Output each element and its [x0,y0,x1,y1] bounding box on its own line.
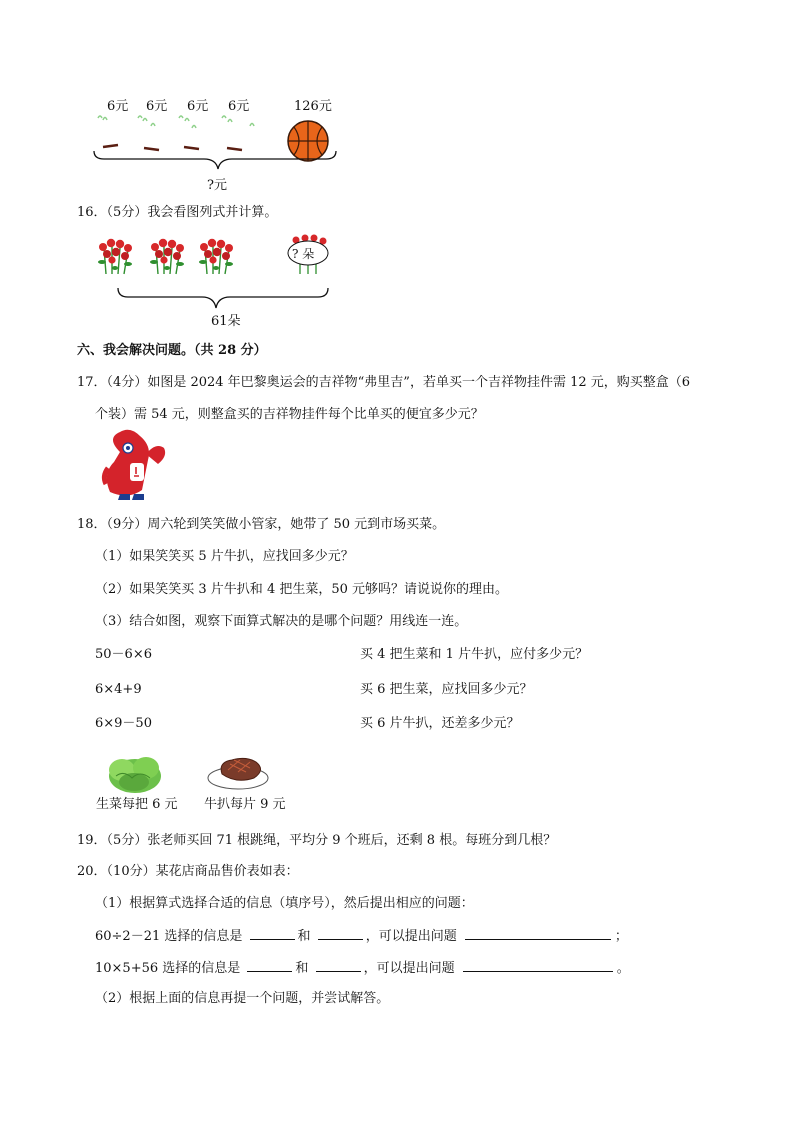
q20-title: 20．（10分）某花店商品售价表如表： [77,864,299,879]
end-text: ； [614,929,628,944]
q17-line2: 个装）需 54 元，则整盒买的吉祥物挂件每个比单买的便宜多少元？ [95,407,484,422]
expr-text: 10×5+56 选择的信息是 [95,961,241,976]
q20-sub1: （1）根据算式选择合适的信息（填序号），然后提出相应的问题： [95,896,474,911]
question-blank[interactable] [465,927,611,940]
match-left-expr[interactable]: 6×4+9 [95,682,142,697]
price-label: 6元 [228,99,250,114]
total-label: ?元 [207,178,227,193]
answer-blank[interactable] [250,927,295,940]
match-left-expr[interactable]: 50－6×6 [95,647,152,662]
answer-blank[interactable] [247,959,292,972]
lettuce-icon [109,757,161,793]
ball-price-label: 126元 [294,99,332,114]
match-right-question[interactable]: 买 6 把生菜，应找回多少元？ [360,682,533,697]
match-right-question[interactable]: 买 4 把生菜和 1 片牛扒，应付多少元？ [360,647,589,662]
q17-line1: 17．（4分）如图是 2024 年巴黎奥运会的吉祥物“弗里吉”，若单买一个吉祥物挂件需 12 元，购买整盒（6 [77,375,691,390]
unknown-bubble-label: ? 朵 [292,247,315,261]
and-text: 和 [295,961,309,976]
end-text: 。 [616,961,630,976]
price-label: 6元 [146,99,168,114]
ask-text: ，可以提出问题 [363,961,455,976]
section-title: 六、我会解决问题。（共 28 分） [77,343,267,358]
price-label: 6元 [187,99,209,114]
lettuce-price-label: 生菜每把 6 元 [96,797,178,812]
q20-line-b [95,959,630,977]
and-text: 和 [297,929,311,944]
q19-text: 19．（5分）张老师买回 71 根跳绳，平均分 9 个班后，还剩 8 根。每班分到几根？ [77,833,557,848]
steak-icon [208,758,268,789]
q16-title: 16．（5分）我会看图列式并计算。 [77,205,278,220]
q18-sub2: （2）如果笑笑买 3 片牛扒和 4 把生菜，50 元够吗？请说说你的理由。 [95,582,509,597]
answer-blank[interactable] [318,927,363,940]
match-right-question[interactable]: 买 6 片牛扒，还差多少元？ [360,716,520,731]
answer-blank[interactable] [316,959,361,972]
match-left-expr[interactable]: 6×9－50 [95,716,152,731]
ask-text: ，可以提出问题 [365,929,457,944]
expr-text: 60÷2－21 选择的信息是 [95,929,243,944]
price-label: 6元 [107,99,129,114]
q20-line-a [95,927,628,945]
steak-price-label: 牛扒每片 9 元 [204,797,286,812]
question-blank[interactable] [463,959,613,972]
q18-title: 18．（9分）周六轮到笑笑做小管家，她带了 50 元到市场买菜。 [77,517,446,532]
q16-total-label: 61朵 [211,314,241,329]
q18-sub3: （3）结合如图，观察下面算式解决的是哪个问题？用线连一连。 [95,614,468,629]
q18-sub1: （1）如果笑笑买 5 片牛扒，应找回多少元？ [95,549,354,564]
q20-sub2: （2）根据上面的信息再提一个问题，并尝试解答。 [95,991,390,1006]
